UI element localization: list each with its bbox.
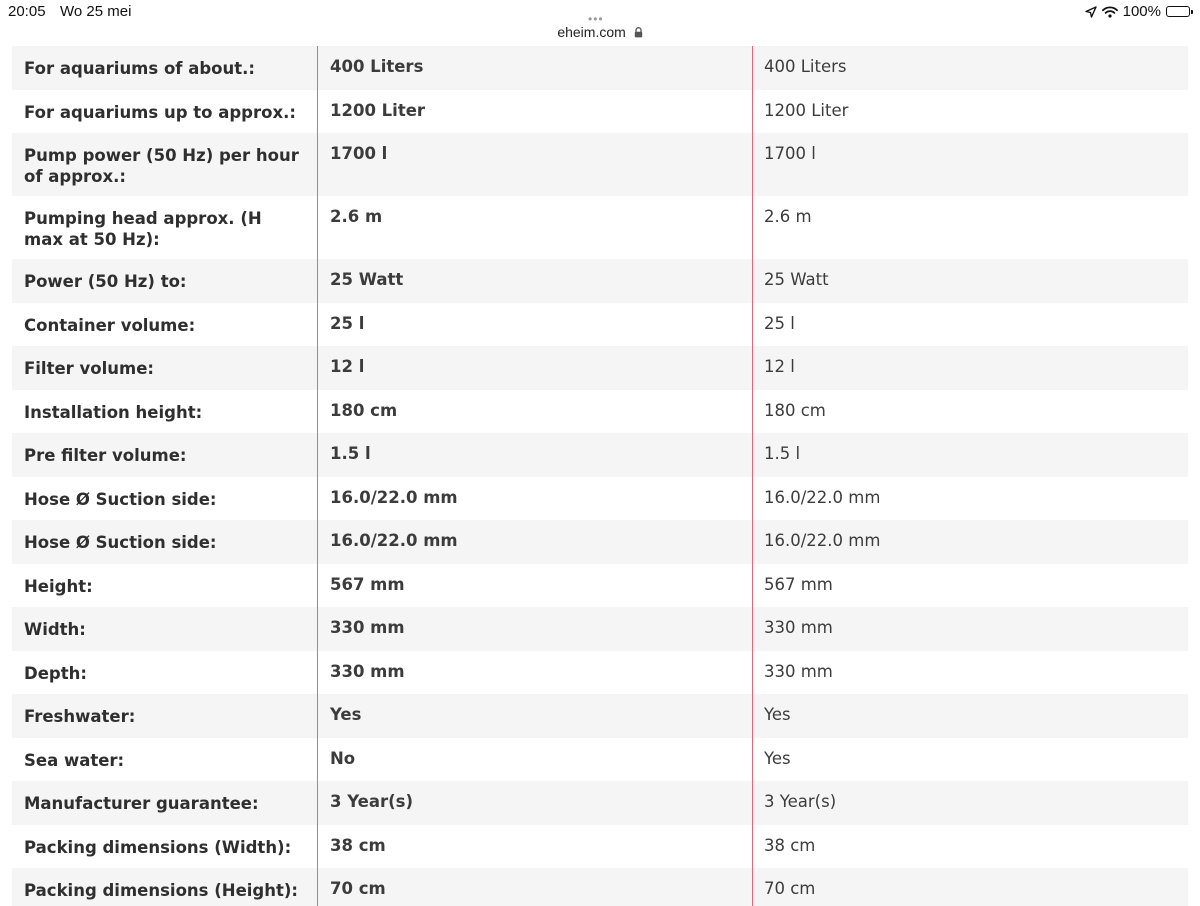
spec-value-product-a: 567 mm: [317, 564, 752, 607]
spec-label-text: Filter volume:: [24, 359, 155, 378]
table-row: [12, 196, 1188, 259]
spec-label-text: Pump power (50 Hz) per hour of approx.:: [24, 146, 299, 186]
spec-label-text: Pumping head approx. (H max at 50 Hz):: [24, 209, 262, 249]
browser-menu-dots-icon[interactable]: •••: [588, 12, 604, 26]
spec-label: [12, 477, 317, 520]
spec-label-text: Packing dimensions (Height):: [24, 881, 298, 900]
spec-value-product-b: Yes: [752, 694, 1188, 738]
table-row: [12, 390, 1188, 433]
table-row: [12, 90, 1188, 133]
spec-value-product-a: 3 Year(s): [317, 781, 752, 825]
spec-label: [12, 90, 317, 133]
spec-label-text: Height:: [24, 577, 93, 596]
spec-value-product-b: 330 mm: [752, 651, 1188, 694]
spec-label: [12, 346, 317, 390]
table-row: [12, 477, 1188, 520]
spec-label-text: Manufacturer guarantee:: [24, 794, 259, 813]
battery-percent: 100%: [1122, 3, 1161, 20]
lock-icon: [634, 25, 643, 41]
spec-label-text: For aquariums up to approx.:: [24, 103, 296, 122]
table-row: [12, 346, 1188, 390]
table-row: [12, 738, 1188, 781]
spec-value-product-b: 400 Liters: [752, 46, 1188, 90]
table-row: [12, 694, 1188, 738]
table-row: [12, 607, 1188, 651]
location-arrow-icon: [1085, 6, 1097, 18]
spec-value-product-b: 12 l: [752, 346, 1188, 390]
spec-value-product-a: 25 l: [317, 303, 752, 346]
status-right: [1085, 3, 1190, 20]
spec-value-product-a: 330 mm: [317, 607, 752, 651]
spec-label-text: Width:: [24, 620, 86, 639]
table-row: [12, 259, 1188, 303]
spec-value-product-b: 25 Watt: [752, 259, 1188, 303]
spec-label: [12, 390, 317, 433]
spec-label: [12, 46, 317, 90]
spec-label: [12, 564, 317, 607]
spec-label: [12, 133, 317, 196]
spec-label-text: For aquariums of about.:: [24, 59, 255, 78]
spec-label-text: Freshwater:: [24, 707, 136, 726]
table-row: [12, 868, 1188, 906]
table-row: [12, 564, 1188, 607]
spec-value-product-b: 1200 Liter: [752, 90, 1188, 133]
status-time: 20:05: [8, 3, 46, 20]
spec-label: [12, 259, 317, 303]
spec-value-product-b: 180 cm: [752, 390, 1188, 433]
spec-value-product-a: 1200 Liter: [317, 90, 752, 133]
spec-value-product-b: 567 mm: [752, 564, 1188, 607]
browser-url-bar[interactable]: [0, 12, 1200, 46]
spec-label: [12, 868, 317, 906]
spec-label: [12, 825, 317, 868]
spec-value-product-b: 1.5 l: [752, 433, 1188, 477]
spec-label: [12, 738, 317, 781]
spec-value-product-b: 3 Year(s): [752, 781, 1188, 825]
table-row: [12, 520, 1188, 564]
table-row: [12, 433, 1188, 477]
spec-label: [12, 651, 317, 694]
spec-label-text: Sea water:: [24, 751, 125, 770]
battery-icon: [1166, 6, 1190, 17]
spec-value-product-b: 330 mm: [752, 607, 1188, 651]
spec-label-text: Packing dimensions (Width):: [24, 838, 292, 857]
spec-value-product-a: 1700 l: [317, 133, 752, 196]
spec-value-product-b: Yes: [752, 738, 1188, 781]
spec-value-product-b: 70 cm: [752, 868, 1188, 906]
spec-label: [12, 520, 317, 564]
spec-label: [12, 694, 317, 738]
spec-value-product-a: 16.0/22.0 mm: [317, 520, 752, 564]
spec-label-text: Hose Ø Suction side:: [24, 490, 217, 509]
spec-label: [12, 433, 317, 477]
spec-label-text: Container volume:: [24, 316, 196, 335]
spec-value-product-a: 1.5 l: [317, 433, 752, 477]
spec-value-product-a: 2.6 m: [317, 196, 752, 259]
status-date: Wo 25 mei: [60, 3, 132, 20]
spec-value-product-b: 1700 l: [752, 133, 1188, 196]
spec-value-product-b: 16.0/22.0 mm: [752, 520, 1188, 564]
url-text[interactable]: eheim.com: [557, 24, 626, 40]
spec-value-product-b: 2.6 m: [752, 196, 1188, 259]
spec-value-product-a: 16.0/22.0 mm: [317, 477, 752, 520]
spec-value-product-b: 38 cm: [752, 825, 1188, 868]
spec-value-product-b: 25 l: [752, 303, 1188, 346]
table-row: [12, 651, 1188, 694]
spec-label: [12, 196, 317, 259]
spec-label-text: Depth:: [24, 664, 87, 683]
spec-label: [12, 303, 317, 346]
spec-value-product-a: 70 cm: [317, 868, 752, 906]
spec-label-text: Power (50 Hz) to:: [24, 272, 187, 291]
table-row: [12, 781, 1188, 825]
table-row: [12, 825, 1188, 868]
table-row: [12, 303, 1188, 346]
wifi-icon: [1102, 6, 1118, 18]
spec-label: [12, 607, 317, 651]
spec-value-product-a: 38 cm: [317, 825, 752, 868]
spec-value-product-a: 25 Watt: [317, 259, 752, 303]
spec-value-product-a: 180 cm: [317, 390, 752, 433]
spec-value-product-a: Yes: [317, 694, 752, 738]
spec-value-product-a: 12 l: [317, 346, 752, 390]
table-row: [12, 46, 1188, 90]
spec-label-text: Pre filter volume:: [24, 446, 187, 465]
spec-value-product-a: No: [317, 738, 752, 781]
spec-table: [12, 46, 1188, 906]
spec-label: [12, 781, 317, 825]
spec-value-product-a: 330 mm: [317, 651, 752, 694]
spec-value-product-a: 400 Liters: [317, 46, 752, 90]
spec-value-product-b: 16.0/22.0 mm: [752, 477, 1188, 520]
spec-label-text: Installation height:: [24, 403, 203, 422]
spec-label-text: Hose Ø Suction side:: [24, 533, 217, 552]
table-row: [12, 133, 1188, 196]
